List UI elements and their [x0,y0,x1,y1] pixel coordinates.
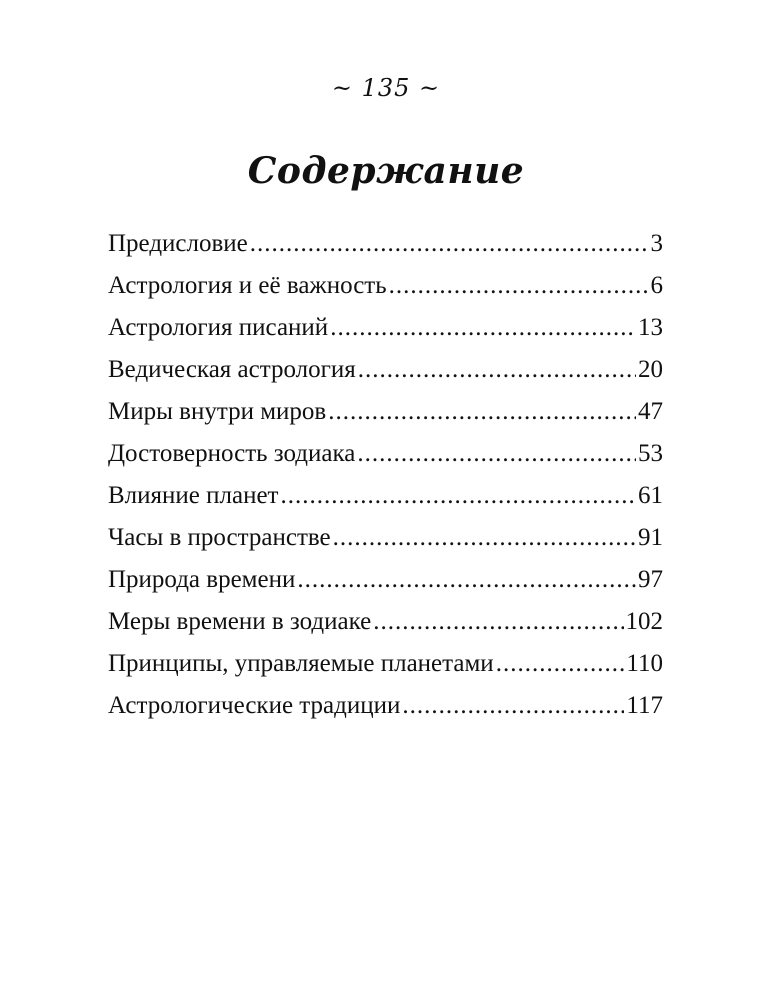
toc-entry-label: Миры внутри миров [108,398,327,425]
toc-entry-page: 110 [626,650,663,677]
page-title: Содержание [247,150,525,192]
toc-entry[interactable] [108,228,663,270]
toc-entry[interactable] [108,564,663,606]
toc-entry[interactable] [108,312,663,354]
toc-entry-label: Астрология писаний [108,314,329,341]
toc-entry[interactable] [108,354,663,396]
toc-entry-label: Предисловие [108,230,248,257]
page-number: ~ 135 ~ [331,74,441,102]
dot-leader [280,480,636,512]
toc-entry-label: Астрологические традиции [108,692,401,719]
toc-entry-page: 13 [638,314,663,341]
toc-entry[interactable] [108,648,663,690]
toc-entry[interactable] [108,480,663,522]
dot-leader [357,438,636,470]
toc-entry-label: Астрология и её важность [108,272,387,299]
toc-entry-page: 6 [650,272,663,299]
toc-entry-page: 20 [638,356,663,383]
toc-entry-page: 3 [650,230,663,257]
toc-entry-label: Принципы, управляемые планетами [108,650,494,677]
toc-entry[interactable] [108,522,663,564]
toc-entry[interactable] [108,606,663,648]
toc-entry[interactable] [108,396,663,438]
toc-entry-label: Часы в пространстве [108,524,331,551]
toc-entry-page: 47 [638,398,663,425]
toc-entry-page: 102 [625,608,663,635]
toc-entry-label: Природа времени [108,566,296,593]
dot-leader [402,690,624,722]
toc-entry[interactable] [108,690,663,732]
dot-leader [328,396,636,428]
toc-entry[interactable] [108,270,663,312]
dot-leader [358,354,636,386]
toc-entry-label: Меры времени в зодиаке [108,608,372,635]
toc-entry-page: 117 [626,692,663,719]
toc-entry-page: 61 [638,482,663,509]
dot-leader [389,270,649,302]
toc-entry-label: Влияние планет [108,482,279,509]
toc-entry-page: 97 [638,566,663,593]
toc-entry-label: Достоверность зодиака [108,440,356,467]
toc-entry-label: Ведическая астрология [108,356,356,383]
toc-entry-page: 53 [638,440,663,467]
dot-leader [333,522,636,554]
table-of-contents [108,228,663,732]
dot-leader [250,228,649,260]
dot-leader [297,564,636,596]
toc-entry[interactable] [108,438,663,480]
dot-leader [373,606,623,638]
dot-leader [496,648,625,680]
dot-leader [330,312,636,344]
toc-entry-page: 91 [638,524,663,551]
